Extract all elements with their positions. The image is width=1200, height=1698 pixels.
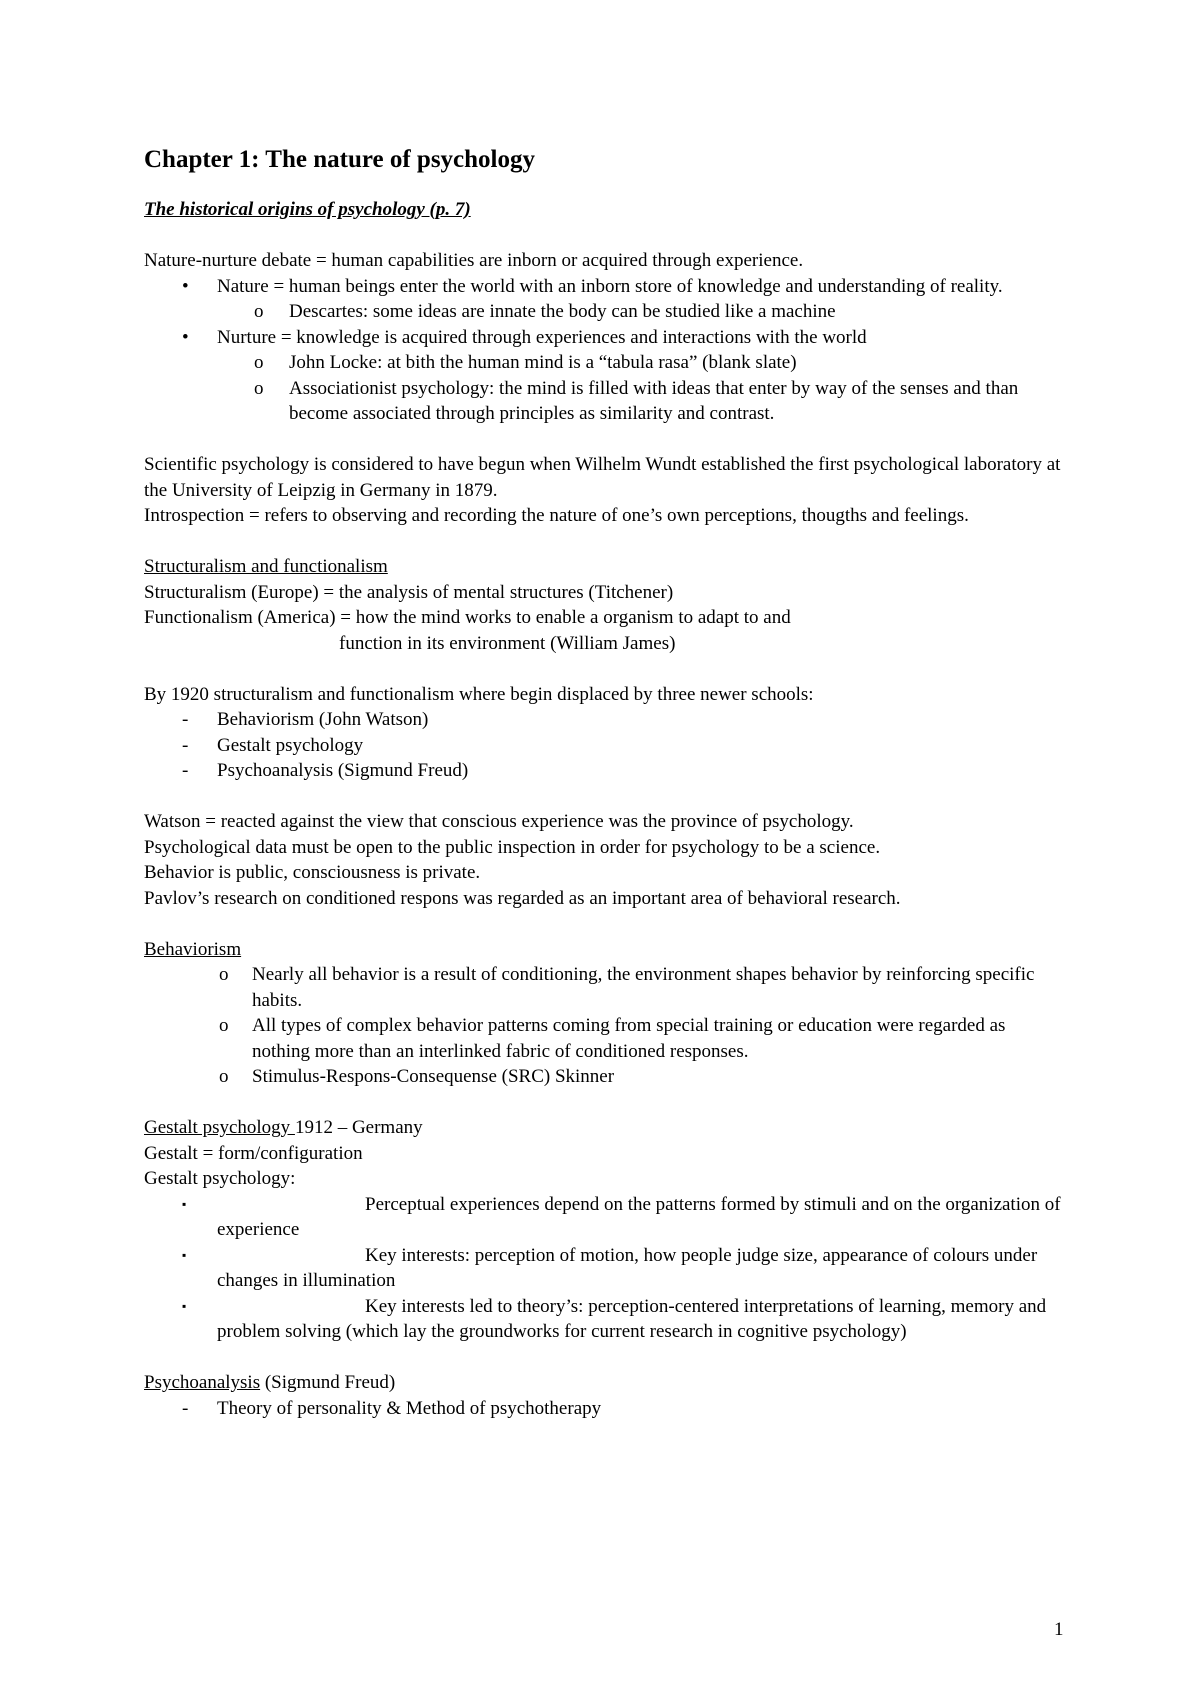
list-item	[144, 707, 1064, 733]
gestalt-heading-rest: 1912 – Germany	[294, 1117, 423, 1138]
sub-marker: o	[254, 301, 264, 322]
list-item	[144, 1243, 1064, 1294]
psychoanalysis-item: Theory of personality & Method of psychotherapy	[217, 1397, 602, 1419]
list-item	[144, 1294, 1064, 1345]
watson-line: Behavior is public, consciousness is private.	[144, 862, 481, 883]
structuralism-heading: Structuralism and functionalism	[144, 556, 388, 577]
watson-line: Pavlov’s research on conditioned respons was regarded as an important area of behavioral research.	[144, 887, 901, 909]
dash-marker: -	[182, 734, 189, 756]
sub-marker: o	[254, 377, 264, 399]
nature-nurture-intro: Nature-nurture debate = human capabilities are inborn or acquired through experience.	[144, 250, 804, 271]
list-item	[144, 1192, 1064, 1243]
list-item	[144, 299, 1064, 325]
dash-marker: -	[182, 709, 189, 730]
schools-list	[144, 707, 1064, 784]
list-item	[144, 376, 1064, 427]
sub-marker: o	[254, 352, 264, 373]
psychoanalysis-heading: Psychoanalysis	[144, 1372, 261, 1393]
descartes-text: Descartes: some ideas are innate the body can be studied like a machine	[289, 301, 836, 322]
psychoanalysis-heading-rest: (Sigmund Freud)	[260, 1372, 396, 1393]
sub-marker: o	[219, 1015, 229, 1036]
list-item	[144, 758, 1064, 784]
structuralism-text: Structuralism (Europe) = the analysis of mental structures (Titchener)	[144, 581, 674, 603]
list-item	[144, 1064, 1064, 1090]
page-content	[144, 143, 1064, 1421]
gestalt-item-rest: organization of experience	[217, 1193, 1061, 1240]
behaviorism-item: Stimulus-Respons-Consequense (SRC) Skinner	[252, 1066, 615, 1087]
sub-marker: o	[219, 964, 229, 985]
behaviorism-heading: Behaviorism	[144, 938, 242, 960]
square-bullet-marker: ▪	[182, 1247, 187, 1262]
functionalism-continuation: function in its environment (William James)	[339, 632, 676, 654]
square-bullet-marker: ▪	[182, 1298, 187, 1313]
list-item	[144, 1396, 1064, 1422]
gestalt-item-rest: colours under changes in illumination	[217, 1244, 1038, 1291]
schools-intro: By 1920 structuralism and functionalism where begin displaced by three newer schools:	[144, 683, 814, 705]
gestalt-heading: Gestalt psychology	[144, 1117, 295, 1138]
watson-line: Psychological data must be open to the public inspection in order for psychology to be a science.	[144, 836, 881, 858]
nurture-text: Nurture = knowledge is acquired through experiences and interactions with the world	[217, 326, 867, 348]
nature-nurture-list	[144, 274, 1064, 427]
list-item	[144, 325, 1064, 351]
dash-marker: -	[182, 1397, 189, 1419]
square-bullet-marker: ▪	[182, 1196, 187, 1211]
chapter-title: Chapter 1: The nature of psychology	[144, 146, 536, 173]
school-gestalt: Gestalt psychology	[217, 734, 364, 756]
bullet-marker: •	[182, 326, 189, 348]
scientific-psychology-text: Scientific psychology is considered to have begun when Wilhelm Wundt established the first psychological laboratory at the University of Leipzig in Germany in 1879.	[144, 454, 1061, 501]
associationist-text: Associationist psychology: the mind is filled with ideas that enter by way of the senses and than become associated through principles as similarity and contrast.	[289, 377, 1019, 424]
list-item	[144, 1013, 1064, 1064]
nature-text: Nature = human beings enter the world with an inborn store of knowledge and understanding of reality.	[217, 275, 1003, 297]
gestalt-item-first: Key interests: perception of motion, how people judge size, appearance of	[365, 1244, 929, 1266]
gestalt-label: Gestalt psychology:	[144, 1168, 296, 1189]
psychoanalysis-list	[144, 1396, 1064, 1422]
school-behaviorism: Behaviorism (John Watson)	[217, 709, 429, 730]
introspection-text: Introspection = refers to observing and recording the nature of one’s own perceptions, thougths and feelings.	[144, 505, 969, 526]
sub-marker: o	[219, 1066, 229, 1087]
watson-line: Watson = reacted against the view that conscious experience was the province of psychology.	[144, 811, 854, 832]
behaviorism-item: Nearly all behavior is a result of conditioning, the environment shapes behavior by reinforcing specific habits.	[252, 964, 1035, 1011]
behaviorism-item: All types of complex behavior patterns coming from special training or education were regarded as nothing more than an interlinked fabric of conditioned responses.	[252, 1015, 1006, 1062]
locke-text: John Locke: at bith the human mind is a “tabula rasa” (blank slate)	[289, 352, 797, 373]
section-heading: The historical origins of psychology (p. 7)	[144, 199, 471, 220]
functionalism-text: Functionalism (America) = how the mind works to enable a organism to adapt to and	[144, 607, 791, 628]
dash-marker: -	[182, 760, 189, 781]
gestalt-item-first: Key interests led to theory’s: perception-centered interpretations of learning,	[365, 1295, 946, 1317]
gestalt-item-rest: memory and problem solving (which lay the groundworks for current research in cognitive psychology)	[217, 1295, 1047, 1342]
psychoanalysis-heading-line	[144, 1370, 1064, 1396]
gestalt-definition: Gestalt = form/configuration	[144, 1142, 363, 1164]
page-number: 1	[1054, 1619, 1064, 1640]
behaviorism-list	[144, 962, 1064, 1090]
list-item	[144, 733, 1064, 759]
list-item	[144, 274, 1064, 300]
list-item	[144, 962, 1064, 1013]
gestalt-item-first: Perceptual experiences depend on the patterns formed by stimuli and on the	[365, 1193, 941, 1215]
gestalt-heading-line	[144, 1115, 1064, 1141]
bullet-marker: •	[182, 275, 189, 297]
gestalt-list	[144, 1192, 1064, 1345]
list-item	[144, 350, 1064, 376]
school-psychoanalysis: Psychoanalysis (Sigmund Freud)	[217, 760, 469, 781]
